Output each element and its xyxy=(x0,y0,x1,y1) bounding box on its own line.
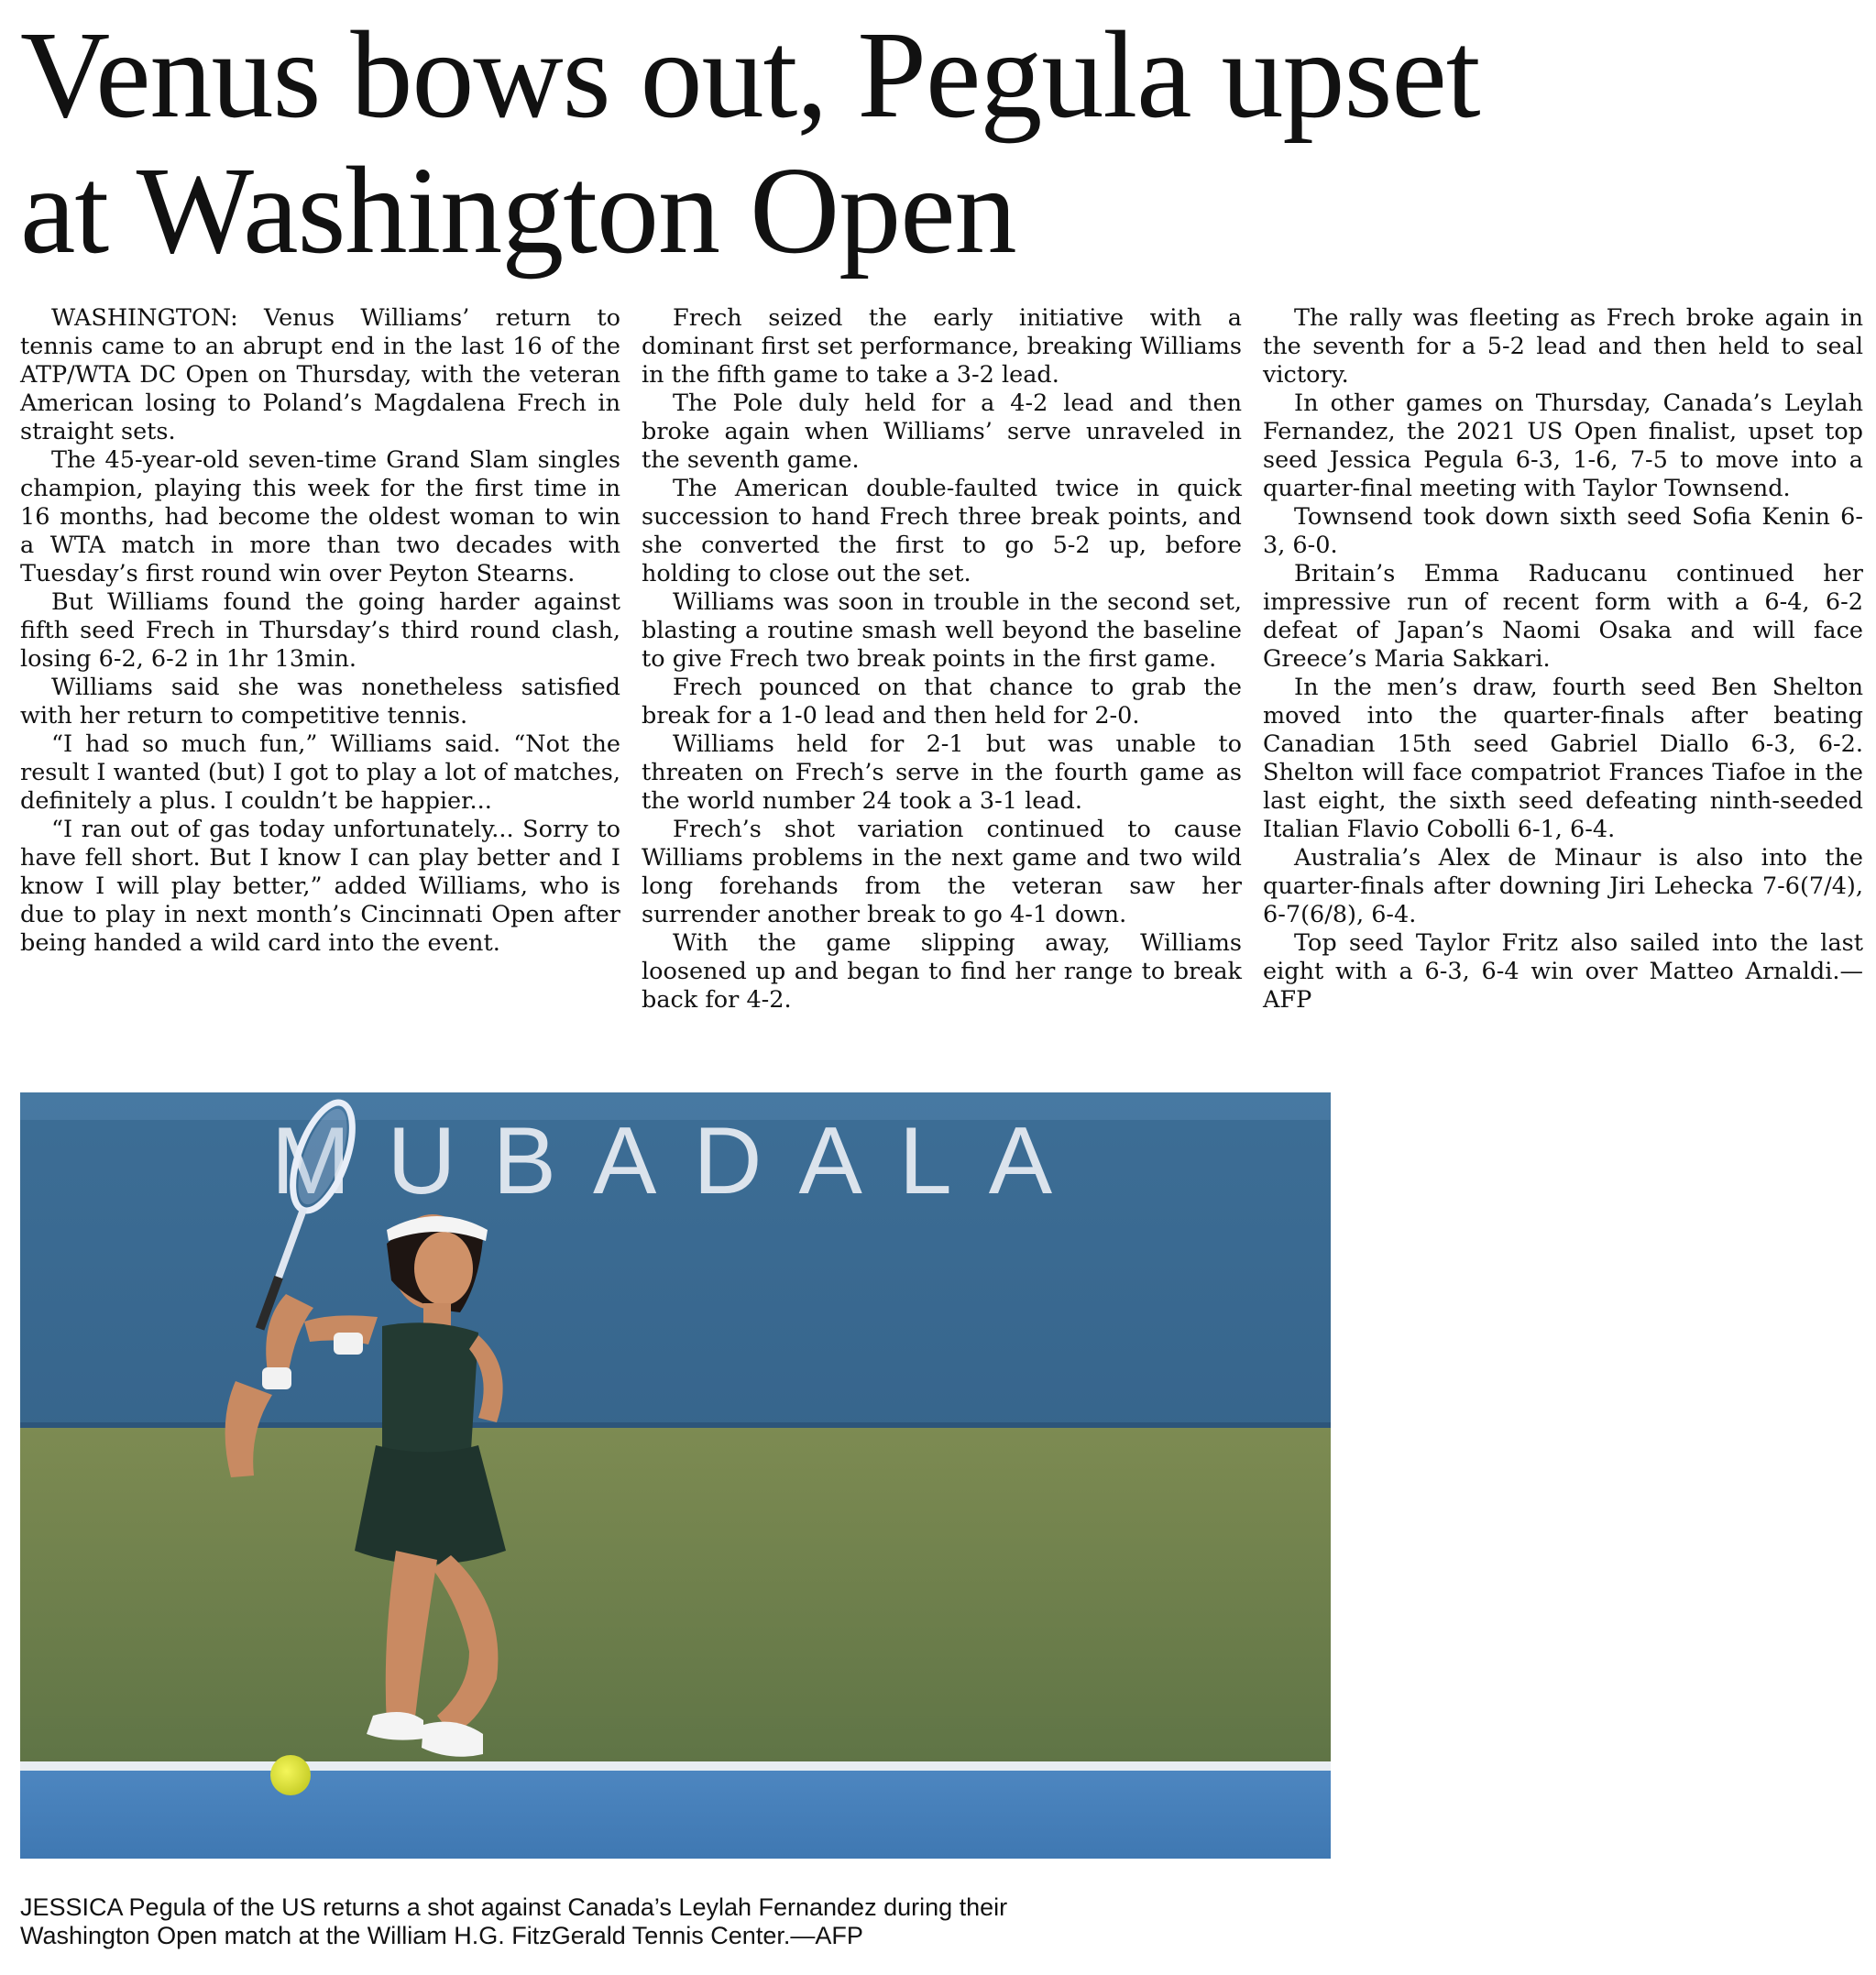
court xyxy=(20,1771,1331,1859)
paragraph: But Williams found the going harder against fifth seed Frech in Thursday’s third round clash, losing 6-2, 6-2 in 1hr 13min. xyxy=(20,588,620,673)
caption-line-1: JESSICA Pegula of the US returns a shot against Canada’s Leylah Fernandez during their xyxy=(20,1893,1008,1921)
paragraph: Frech seized the early initiative with a dominant first set performance, breaking Williams in the fifth game to take a 3-2 lead. xyxy=(642,304,1242,389)
paragraph: Williams said she was nonetheless satisfied with her return to competitive tennis. xyxy=(20,674,620,730)
paragraph: Frech’s shot variation continued to cause Williams problems in the next game and two wild long forehands from the veteran saw her surrender another break to go 4-1 down. xyxy=(642,816,1242,928)
paragraph: Australia’s Alex de Minaur is also into the quarter-finals after downing Jiri Lehecka 7-6(7/4), 6-7(6/8), 6-4. xyxy=(1263,844,1863,928)
baseline xyxy=(20,1761,1331,1771)
paragraph: The rally was fleeting as Frech broke again in the seventh for a 5-2 lead and then held to seal victory. xyxy=(1263,304,1863,389)
paragraph: Top seed Taylor Fritz also sailed into the last eight with a 6-3, 6-4 win over Matteo Arnaldi.—AFP xyxy=(1263,929,1863,1014)
article-column-1 xyxy=(20,304,620,958)
paragraph: Frech pounced on that chance to grab the break for a 1-0 lead and then held for 2-0. xyxy=(642,674,1242,730)
headline xyxy=(20,7,1853,279)
photo-caption xyxy=(20,1893,1303,1950)
paragraph: The Pole duly held for a 4-2 lead and then broke again when Williams’ serve unraveled in the seventh game. xyxy=(642,390,1242,474)
headline-line-1: Venus bows out, Pegula upset xyxy=(20,6,1480,144)
tennis-ball xyxy=(270,1755,311,1795)
paragraph: In other games on Thursday, Canada’s Leylah Fernandez, the 2021 US Open finalist, upset top seed Jessica Pegula 6-3, 1-6, 7-5 to move into a quarter-final meeting with Taylor Townsend. xyxy=(1263,390,1863,502)
paragraph: “I ran out of gas today unfortunately... Sorry to have fell short. But I know I can play better and I know I will play better,” added Williams, who is due to play in next month’s Cincinnati Open after being handed a wild card into the event. xyxy=(20,816,620,957)
paragraph: WASHINGTON: Venus Williams’ return to tennis came to an abrupt end in the last 16 of the ATP/WTA DC Open on Thursday, with the veteran American losing to Poland’s Magdalena Frech in straight sets. xyxy=(20,304,620,445)
article-column-3 xyxy=(1263,304,1863,1015)
paragraph: The 45-year-old seven-time Grand Slam singles champion, playing this week for the first time in 16 months, had become the oldest woman to win a WTA match in more than two decades with Tuesday’s first round win over Peyton Stearns. xyxy=(20,446,620,587)
article-column-2 xyxy=(642,304,1242,1015)
paragraph: The American double-faulted twice in quick succession to hand Frech three break points, and she converted the first to go 5-2 up, before holding to close out the set. xyxy=(642,475,1242,587)
paragraph: Britain’s Emma Raducanu continued her impressive run of recent form with a 6-4, 6-2 defeat of Japan’s Naomi Osaka and will face Greece’s Maria Sakkari. xyxy=(1263,560,1863,673)
paragraph: Williams held for 2-1 but was unable to threaten on Frech’s serve in the fourth game as the world number 24 took a 3-1 lead. xyxy=(642,730,1242,815)
grass xyxy=(20,1428,1331,1767)
paragraph: With the game slipping away, Williams loosened up and began to find her range to break back for 4-2. xyxy=(642,929,1242,1014)
news-photo xyxy=(20,1092,1331,1859)
tennis-player-photo xyxy=(20,1092,1331,1859)
paragraph: “I had so much fun,” Williams said. “Not the result I wanted (but) I got to play a lot of matches, definitely a plus. I couldn’t be happier... xyxy=(20,730,620,815)
banner-text: MUBADALA xyxy=(270,1108,1090,1214)
caption-line-2: Washington Open match at the William H.G. FitzGerald Tennis Center.—AFP xyxy=(20,1922,863,1949)
headline-line-2: at Washington Open xyxy=(20,142,1016,280)
paragraph: Williams was soon in trouble in the second set, blasting a routine smash well beyond the baseline to give Frech two break points in the first game. xyxy=(642,588,1242,673)
paragraph: Townsend took down sixth seed Sofia Kenin 6-3, 6-0. xyxy=(1263,503,1863,559)
paragraph: In the men’s draw, fourth seed Ben Shelton moved into the quarter-finals after beating Canadian 15th seed Gabriel Diallo 6-3, 6-2. Shelton will face compatriot Frances Tiafoe in the last eight, the sixth seed defeating ninth-seeded Italian Flavio Cobolli 6-1, 6-4. xyxy=(1263,674,1863,843)
